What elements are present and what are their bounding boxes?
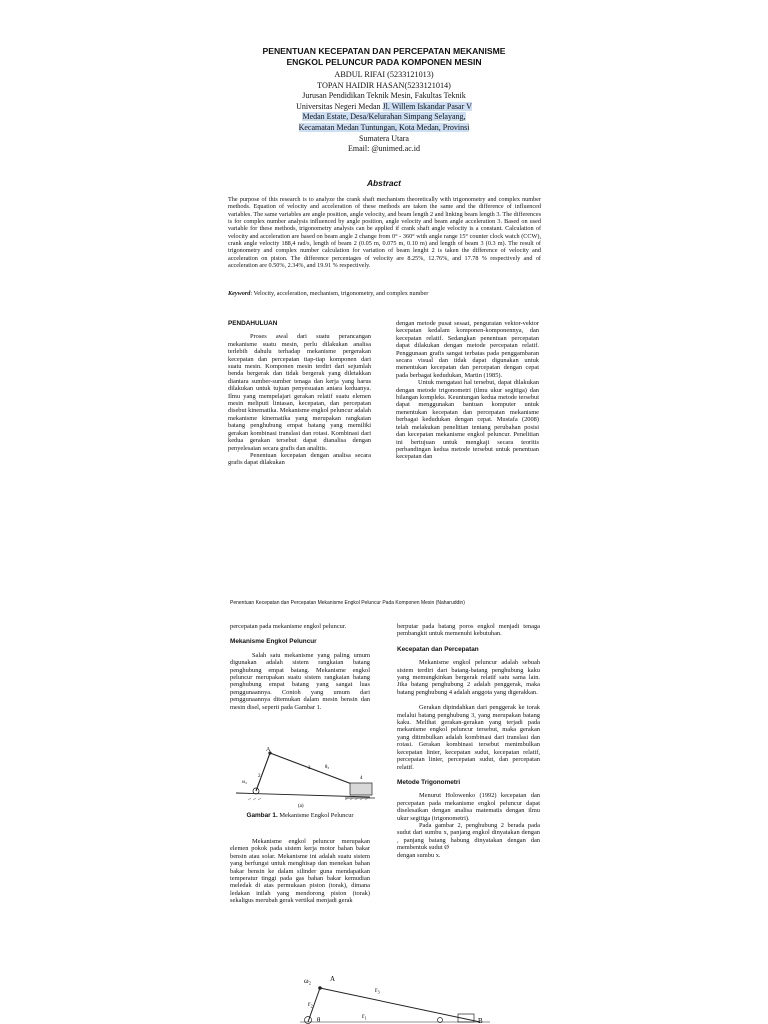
author-name: TOPAN HAIDIR HASAN(5233121014): [317, 80, 451, 90]
omega-label: ω₂: [304, 977, 312, 985]
trigonometry-figure: [290, 968, 490, 1024]
keywords: [228, 290, 541, 298]
crank-slider-figure: [230, 745, 375, 809]
affiliation-text: Universitas Negeri Medan: [296, 101, 383, 111]
abstract-text: The purpose of this research is to analyze the crank shaft mechanism theoretically with trigonometry and complex number methods. Equation of velocity and acceleration of these methods are taken the same and the difference of influenced variables. The same variables are angle position, angle velocity, and beam length 2 and linking beam length 3. The differences is for complex number analysis influenced by angle position, angle velocity and beam angle acceleration 3. Based on used variable for these methods, trigonometry analysis can be applied if crank shaft angle velocity is a constant. Calculation of velocity and acceleration are based on beam angle 2 change from 0° - 360° with angle range 15° counter clock watch (CCW), crank angle velocity 188,4 rad/s, length of beam 2 (0.05 m, 0.075 m, 0.10 m) and length of beam 3 (0.3 m). The result of trigonometry and complex number calculation for variation of beam lenght 2 is taken the difference of velocity and acceleration on piston. The difference percentages of velocity are 8.25%, 12.76%, and 17.78 % respectively and of acceleration are 0.50%, 2.34%, and 19.91 % respectively.: [228, 196, 541, 270]
link-label: 2: [258, 774, 261, 779]
section-heading: Mekanisme Engkol Peluncur: [230, 638, 317, 646]
paragraph: dengan metode pusat sesaat, penguraian vektor-vektor kecepatan kedalam komponen-komponennya, dan kecepatan relatif. Sedangkan penentuan percepatan dapat dilakukan dengan metode percepatan relatif. Penggunaan grafis sangat terbatas pada penggambaran secara visual dan tidak dapat digunakan untuk menentukan kecepatan dan percepatan dengan cepat pada berbagai kedudukan, Martin (1985).: [396, 320, 539, 379]
paragraph: Penentuan kecepatan dengan analisa secara grafis dapat dilakukan: [228, 451, 371, 467]
left-column-page2-bottom: [230, 838, 370, 905]
link-label: 4: [360, 776, 363, 781]
figure-caption: [230, 812, 370, 820]
affiliation-line: [250, 102, 518, 113]
paragraph: Untuk mengatasi hal tersebut, dapat dilakukan dengan metode trigonometri (ilmu ukur segitiga) dan bilangan kompleks. Keuntungan kedua metode tersebut dapat menggunakan bantuan komputer untuk menentukan kecepatan dan percepatan mekanisme berbagai kedudukan dengan cepat. Mustafa (2008) telah melakukan penelitian tentang perubahan posisi dan kecepatan mekanisme engkol peluncur. Penelitian ini bertujuan untuk mengkaji secara teoritis perbandingan kedua metode tersebut untuk penentuan kecepatan dan: [396, 379, 539, 461]
highlighted-text: Kecamatan Medan Tuntungan, Kota Medan, Provinsi: [298, 122, 470, 132]
point-label: B: [478, 1017, 483, 1024]
paragraph: Salah satu mekanisme yang paling umum digunakan adalah sistem rangkaian batang penghubung empat batang. Mekanisme engkol peluncur merupakan suatu sistem rangkaian batang penghubung empat batang yang sangat luas penggunaannya. Contoh yang umum dari penggunaannya ditemukan dalam mesin bensin dan mesin disel, seperti pada Gambar 1.: [230, 651, 370, 711]
right-column-page2: [397, 623, 540, 859]
title-line: ENGKOL PELUNCUR PADA KOMPONEN MESIN: [286, 57, 482, 67]
highlighted-text: Medan Estate, Desa/Kelurahan Simpang Selayang,: [302, 112, 466, 122]
paragraph: dengan sumbu x.: [397, 851, 441, 859]
link-label: 3: [308, 766, 311, 771]
right-column: [396, 320, 539, 461]
paragraph: berputar pada batang poros engkol menjadi tenaga pembangkit untuk memenuhi kebutuhan.: [397, 623, 540, 638]
left-column: [228, 320, 371, 467]
point-label: A: [266, 747, 271, 753]
email-line: Email: @unimed.ac.id: [347, 144, 420, 154]
affiliation-line: Sumatera Utara: [359, 133, 409, 143]
paragraph: percepatan pada mekanisme engkol peluncur.: [230, 623, 347, 630]
link-label: r₂: [308, 1000, 313, 1008]
angle-label: θ: [317, 1016, 321, 1024]
title-line: PENENTUAN KECEPATAN DAN PERCEPATAN MEKANISME: [262, 46, 506, 56]
keyword-label: Keyword: [228, 290, 251, 297]
angle-label: θ₃: [325, 765, 330, 770]
paragraph: Proses awal dari suatu perancangan mekanisme suatu mesin, perlu dilakukan analisa terlebih dahulu terhadap mekanisme pergerakan kecepatan dan percepatan tiap-tiap komponen dari suatu mesin. Komponen mesin terdiri dari sejumlah benda bergerak dan tidak bergerak yang diletakkan diantara sumber-sumber tenaga dan kerja yang harus dilakukan untuk tujuan penyesuaian antara keduanya. Ilmu yang mempelajari gerakan relatif suatu elemen mesin meliputi lintasan, kecepatan, dan percepatan disebut kinematika. Mekanisme engkol peluncur adalah mekanisme kinematika yang merupakan rangkaian batang penghubung empat batang yang memiliki gerakan kombinasi translasi dan rotasi. Kombinasi dari kedua gerakan tersebut dapat dianalisa dengan penyelesaian secara grafis dan analitis.: [228, 333, 371, 452]
keyword-text: : Velocity, acceleration, mechanism, trigonometry, and complex number: [250, 290, 429, 297]
section-heading: Kecepatan dan Percepatan: [397, 645, 479, 653]
author-name: ABDUL RIFAI (5233121013): [334, 70, 434, 79]
section-heading: Metode Trigonometri: [397, 778, 461, 786]
figure-label: Gambar 1.: [246, 812, 278, 819]
highlighted-text: Jl. Willem Iskandar Pasar V: [382, 101, 472, 111]
affiliation-line: Jurusan Pendidikan Teknik Mesin, Fakultas Teknik: [302, 91, 466, 101]
omega-label: ω₂: [242, 780, 248, 785]
section-heading: PENDAHULUAN: [228, 320, 278, 327]
paragraph: Mekanisme engkol peluncur merupakan elemen pokok pada sistem kerja motor bahan bakar bensin atau solar. Mekanisme ini adalah suatu sistem yang berfungsi untuk menghisap dan menekan bahan bakar bensin ke dalam silinder guna mendapatkan temperatur tinggi pada gas bahan bakar kemudian meledak di atas permukaan piston (torak), dimana ledakan inilah yang mendorong piston (torak) sekaligus merubah gerak vertikal menjadi gerak: [230, 838, 370, 905]
abstract-heading: Abstract: [367, 178, 401, 188]
figure-caption-text: Mekanisme Engkol Peluncur: [277, 812, 354, 819]
paragraph: Pada gambar 2, penghubung 2 berada pada sudut dari sumbu x, panjang engkol dinyatakan dengan , panjang batang habung dinyatakan dengan dan membentuk sudut Ø: [397, 821, 540, 852]
paper-title: [180, 46, 588, 68]
point-label: A: [330, 975, 336, 983]
paragraph: Menurut Holowenko (1992) kecepatan dan percepatan pada mekanisme engkol peluncur dapat diselesaikan dengan analisa matematis dengan ilmu ukur segitiga (trigonometri).: [397, 792, 540, 822]
author-block: [250, 70, 518, 155]
left-column-page2: [230, 623, 370, 711]
paragraph: Mekanisme engkol peluncur adalah sebuah sistem terdiri dari batang-batang penghubung kaku yang memungkinkan bergerak relatif satu sama lain. Jika batang penghubung 2 adalah penggerak, maka batang penghubung 4 adalah anggota yang digerakkan.: [397, 659, 540, 696]
link-label: r₃: [375, 986, 380, 994]
paragraph: Gerakan dipindahkan dari penggerak ke torak melalui batang penghubung 3, yang merupakan batang kaku. Melihat gerakan-gerakan yang terjadi pada mekanisme engkol peluncur tersebut, maka gerakan yang ditimbulkan adalah kombinasi dari translasi dan rotasi. Gerakan kombinasi tersebut menimbulkan kecepatan linier, kecepatan sudut, kecepatan relatif, percepatan linier, percepatan sudut, dan percepatan relatif.: [397, 704, 540, 771]
link-label: r₁: [362, 1012, 367, 1020]
running-header: Penentuan Kecepatan dan Percepatan Mekanisme Engkol Peluncur Pada Komponen Mesin (Naharuddin): [230, 600, 465, 606]
subfigure-label: (a): [298, 804, 304, 809]
